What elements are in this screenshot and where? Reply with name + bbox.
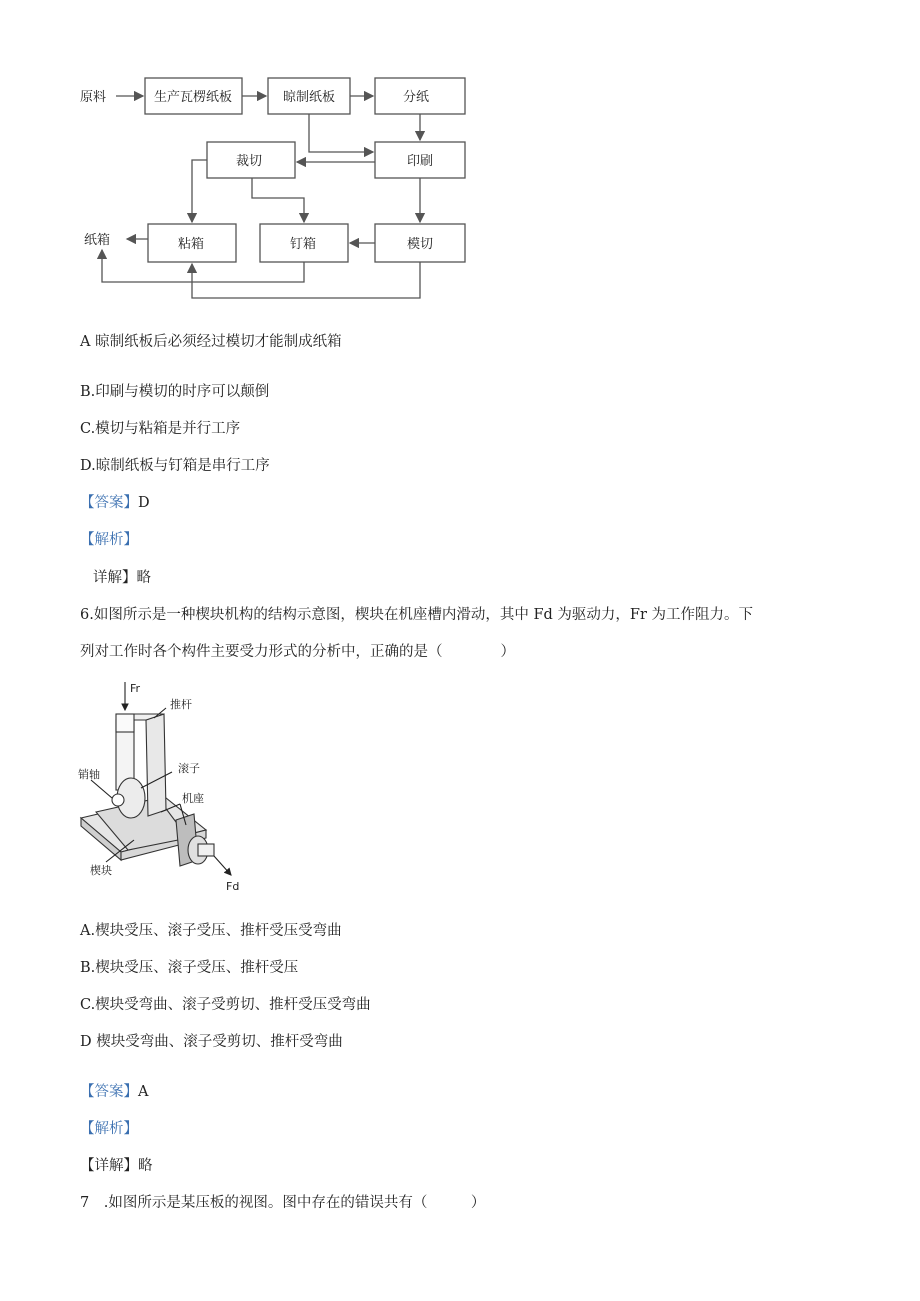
q5-answer — [80, 491, 150, 512]
flow-split-label: 分纸 — [403, 90, 430, 105]
frame-column — [146, 714, 166, 816]
roller-label: 滚子 — [178, 762, 200, 775]
flow-produce-label: 生产瓦楞纸板 — [154, 90, 233, 105]
push-rod-label: 推杆 — [170, 698, 192, 711]
pin-label: 销轴 — [78, 768, 100, 781]
q5-detail: 详解】略 — [93, 570, 151, 586]
q5-answer-value: D — [138, 495, 150, 511]
wedge-mechanism-figure — [76, 680, 256, 895]
wedge-label: 楔块 — [90, 864, 112, 877]
q6-detail: 【详解】略 — [80, 1158, 153, 1174]
q6-answer — [80, 1080, 148, 1101]
flow-raw-label: 原料 — [80, 90, 107, 105]
pin — [112, 794, 124, 806]
flow-print-label: 印刷 — [407, 154, 434, 169]
q5-option-b: B.印刷与模切的时序可以颠倒 — [80, 384, 270, 400]
flow-glue-label: 粘箱 — [178, 237, 205, 252]
flow-die-label: 模切 — [407, 237, 434, 252]
flow-box-out-label: 纸箱 — [84, 233, 111, 248]
q5-analysis-tag: 【解析】 — [80, 532, 138, 548]
flow-dry-label: 晾制纸板 — [283, 90, 336, 105]
q6-answer-value: A — [138, 1084, 149, 1100]
flow-nail-label: 钉箱 — [290, 237, 317, 252]
q6-answer-tag: 【答案】 — [80, 1084, 138, 1100]
q6-analysis-tag: 【解析】 — [80, 1121, 138, 1137]
fd-label: Fd — [226, 880, 240, 893]
q5-option-c: C.模切与粘箱是并行工序 — [80, 421, 241, 437]
fr-label: Fr — [130, 682, 141, 695]
q6-option-c: C.楔块受弯曲、滚子受剪切、推杆受压受弯曲 — [80, 997, 371, 1013]
q6-option-b: B.楔块受压、滚子受压、推杆受压 — [80, 960, 299, 976]
q5-option-d: D.晾制纸板与钉箱是串行工序 — [80, 458, 270, 474]
q6-option-a: A.楔块受压、滚子受压、推杆受压受弯曲 — [80, 923, 342, 939]
q6-stem-line1: 6.如图所示是一种楔块机构的结构示意图，楔块在机座槽内滑动，其中 Fd 为驱动力，Fr 为工作阻力。下 — [80, 607, 753, 623]
process-flowchart — [70, 70, 480, 310]
q6-stem-line2: 列对工作时各个构件主要受力形式的分析中，正确的是（ ） — [80, 644, 515, 660]
q6-option-d: D 楔块受弯曲、滚子受剪切、推杆受弯曲 — [80, 1034, 343, 1050]
flow-cut-label: 裁切 — [236, 154, 263, 169]
q5-answer-tag: 【答案】 — [80, 495, 138, 511]
q7-stem: 7 .如图所示是某压板的视图。图中存在的错误共有（ ） — [80, 1195, 486, 1211]
base-label: 机座 — [182, 792, 204, 805]
q5-option-a: A 晾制纸板后必须经过模切才能制成纸箱 — [80, 334, 342, 350]
